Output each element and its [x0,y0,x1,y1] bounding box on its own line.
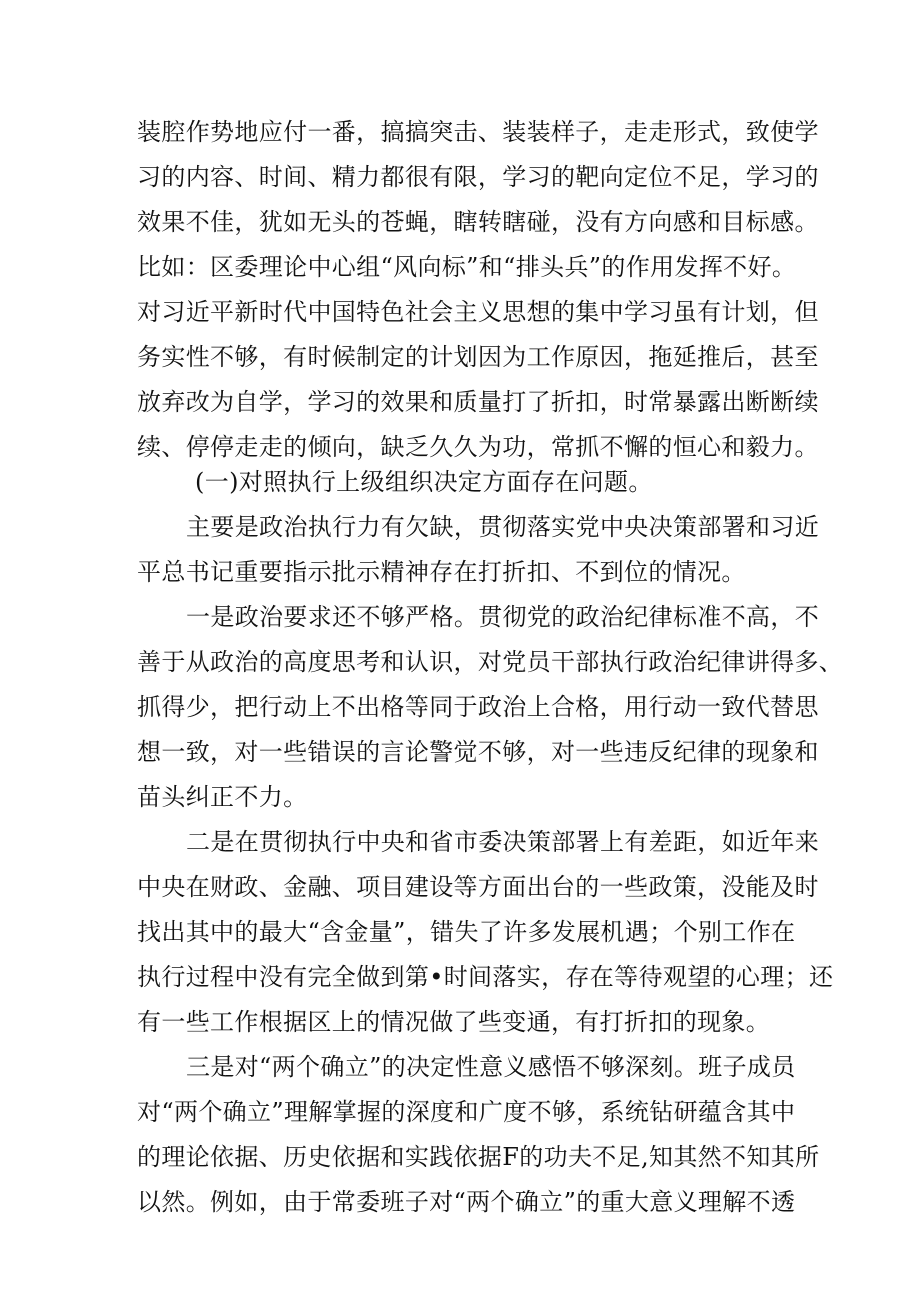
text-line: 执行过程中没有完全做到第•时间落实，存在等待观望的心理；还 [137,963,834,991]
text-line: 习的内容、时间、精力都很有限，学习的靶向定位不足，学习的 [137,163,819,191]
text-line: 抓得少，把行动上不出格等同于政治上合格，用行动一致代替思 [137,693,819,721]
paragraph-first-line: 主要是政治执行力有欠缺，贯彻落实党中央决策部署和习近 [186,513,820,541]
text-line: 苗头纠正不力。 [137,783,308,811]
text-line: 有一些工作根据区上的情况做了些变通，有打折扣的现象。 [137,1008,771,1036]
section-heading: (一)对照执行上级组织决定方面存在问题。 [195,468,653,496]
text-line: 务实性不够，有时候制定的计划因为工作原因，拖延推后，甚至 [137,343,819,371]
paragraph-first-line: 一是政治要求还不够严格。贯彻党的政治纪律标准不高，不 [186,603,820,631]
text-line: 想一致，对一些错误的言论警觉不够，对一些违反纪律的现象和 [137,738,819,766]
text-line: 平总书记重要指示批示精神存在打折扣、不到位的情况。 [137,558,746,586]
text-line: 放弃改为自学，学习的效果和质量打了折扣，时常暴露出断断续 [137,388,819,416]
text-line: 找出其中的最大“含金量”，错失了许多发展机遇；个别工作在 [137,918,796,946]
text-line: 善于从政治的高度思考和认识，对党员干部执行政治纪律讲得多、 [137,648,844,676]
text-line: 装腔作势地应付一番，搞搞突击、装装样子，走走形式，致使学 [137,118,819,146]
text-line: 以然。例如，由于常委班子对“两个确立”的重大意义理解不透 [137,1188,796,1216]
text-line: 续、停停走走的倾向，缺乏久久为功，常抓不懈的恒心和毅力。 [137,433,819,461]
text-line: 中央在财政、金融、项目建设等方面出台的一些政策，没能及时 [137,873,819,901]
paragraph-first-line: 二是在贯彻执行中央和省市委决策部署上有差距，如近年来 [186,828,820,856]
paragraph-first-line: 三是对“两个确立”的决定性意义感悟不够深刻。班子成员 [186,1053,796,1081]
text-line: 效果不佳，犹如无头的苍蝇，瞎转瞎碰，没有方向感和目标感。 [137,208,819,236]
text-line: 比如：区委理论中心组“风向标”和“排头兵”的作用发挥不好。 [137,253,797,281]
text-line: 对“两个确立”理解掌握的深度和广度不够，系统钻研蕴含其中 [137,1098,796,1126]
text-line: 对习近平新时代中国特色社会主义思想的集中学习虽有计划，但 [137,298,819,326]
text-line: 的理论依据、历史依据和实践依据F的功夫不足,知其然不知其所 [137,1143,820,1171]
